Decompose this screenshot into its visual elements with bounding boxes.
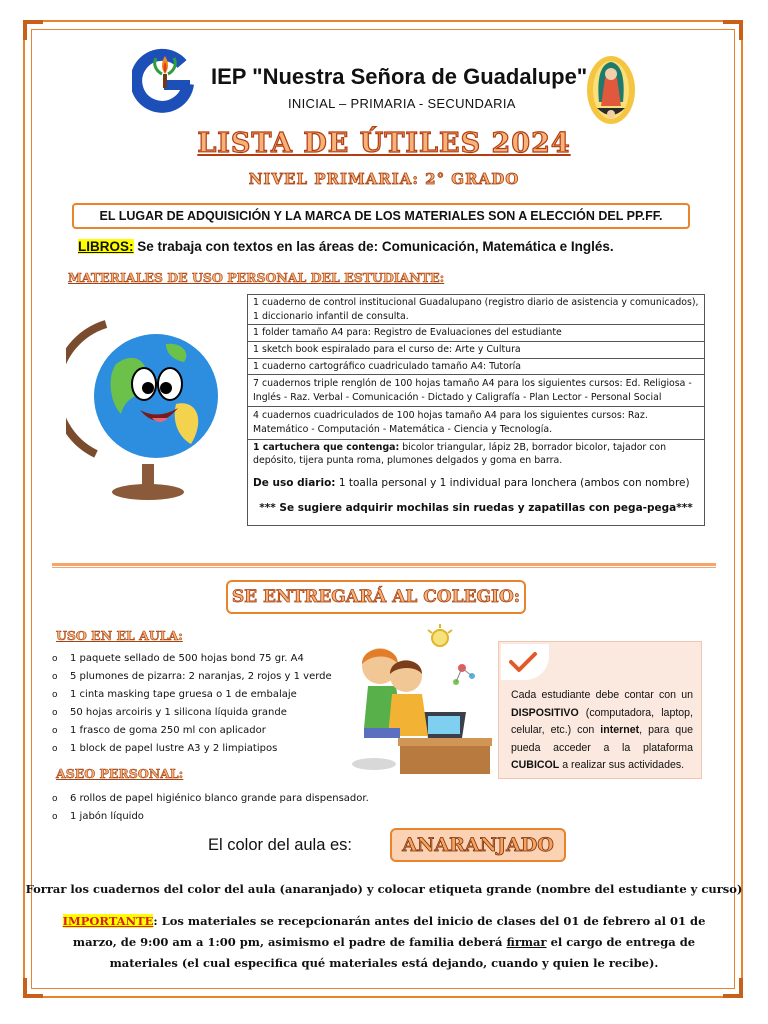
list-item-text: 1 jabón líquido bbox=[70, 811, 144, 822]
info-text-part: , para que pueda acceder a la plataforma bbox=[511, 724, 693, 754]
frame-corner bbox=[723, 20, 743, 40]
bullet-circle-icon: o bbox=[52, 672, 58, 682]
bullet-circle-icon: o bbox=[52, 654, 58, 664]
table-row bbox=[248, 375, 705, 407]
classroom-use-heading: USO EN EL AULA: bbox=[56, 628, 183, 643]
table-row bbox=[248, 341, 705, 358]
classroom-color-label: El color del aula es: bbox=[208, 836, 352, 854]
school-levels: INICIAL – PRIMARIA - SECUNDARIA bbox=[288, 96, 516, 111]
important-text: el cargo de entrega de materiales (el cual especifica qué materiales está dejando, cuando y quien le recibe). bbox=[109, 935, 696, 970]
bullet-circle-icon: o bbox=[52, 690, 58, 700]
list-item-text: 1 block de papel lustre A3 y 2 limpiatipos bbox=[70, 743, 278, 754]
table-row bbox=[248, 407, 705, 439]
info-text-part: (computadora, laptop, celular, etc.) con bbox=[511, 706, 693, 736]
table-cell: 1 sketch book espiralado para el curso de: Arte y Cultura bbox=[248, 341, 705, 358]
daily-use-line bbox=[253, 476, 699, 491]
books-text: Se trabaja con textos en las áreas de: Comunicación, Matemática e Inglés. bbox=[133, 239, 614, 254]
table-row bbox=[248, 325, 705, 342]
school-logo-icon bbox=[132, 48, 198, 118]
hygiene-list bbox=[52, 790, 369, 826]
table-cell: 1 cuaderno de control institucional Guadalupano (registro diario de asistencia y comunicados), 1 diccionario infantil de consulta. bbox=[248, 295, 705, 325]
device-info-text bbox=[511, 687, 693, 775]
list-item-text: 1 paquete sellado de 500 hojas bond 75 gr. A4 bbox=[70, 653, 304, 664]
section-divider bbox=[52, 567, 716, 568]
cover-note: Forrar los cuadernos del color del aula (anaranjado) y colocar etiqueta grande (nombre del estudiante y curso) bbox=[25, 882, 743, 896]
books-line bbox=[78, 239, 614, 254]
children-laptop-image bbox=[344, 624, 494, 774]
notice-box: EL LUGAR DE ADQUISICIÓN Y LA MARCA DE LOS MATERIALES SON A ELECCIÓN DEL PP.FF. bbox=[72, 203, 690, 229]
list-item-text: 1 cinta masking tape gruesa o 1 de embalaje bbox=[70, 689, 297, 700]
info-text-cubicol: CUBICOL bbox=[511, 759, 560, 771]
checkmark-badge bbox=[501, 644, 549, 680]
table-cell: 1 folder tamaño A4 para: Registro de Evaluaciones del estudiante bbox=[248, 325, 705, 342]
important-note bbox=[56, 911, 712, 974]
info-text-part: Cada estudiante debe contar con un bbox=[511, 689, 693, 701]
table-cell: 7 cuadernos triple renglón de 100 hojas tamaño A4 para los siguientes cursos: Ed. Religiosa - Inglés - Raz. Verbal - Comunicación - Dictado y Caligrafía - Plan Lector - Personal Social bbox=[248, 375, 705, 407]
list-item bbox=[52, 668, 332, 686]
table-row bbox=[248, 439, 705, 526]
bullet-circle-icon: o bbox=[52, 794, 58, 804]
bullet-circle-icon: o bbox=[52, 812, 58, 822]
important-label: IMPORTANTE bbox=[62, 914, 154, 928]
list-item-text: 6 rollos de papel higiénico blanco grande para dispensador. bbox=[70, 793, 369, 804]
device-info-box bbox=[498, 641, 702, 779]
info-text-internet: internet bbox=[600, 724, 640, 736]
list-item-text: 5 plumones de pizarra: 2 naranjas, 2 rojos y 1 verde bbox=[70, 671, 332, 682]
daily-use-label: De uso diario: bbox=[253, 476, 336, 489]
grade-subtitle: NIVEL PRIMARIA: 2° GRADO bbox=[248, 170, 520, 188]
section-divider bbox=[52, 563, 716, 566]
checkmark-icon bbox=[501, 644, 549, 680]
list-item bbox=[52, 650, 332, 668]
table-row bbox=[248, 358, 705, 375]
personal-materials-heading: MATERIALES DE USO PERSONAL DEL ESTUDIANTE: bbox=[68, 270, 445, 285]
frame-corner bbox=[23, 978, 43, 998]
frame-corner bbox=[23, 20, 43, 40]
globe-mascot-image bbox=[66, 304, 226, 504]
table-cell: 4 cuadernos cuadriculados de 100 hojas tamaño A4 para los siguientes cursos: Raz. Matemático - Computación - Matemática - Ciencia y Tecnología. bbox=[248, 407, 705, 439]
books-label: LIBROS: bbox=[78, 239, 134, 254]
info-text-part: a realizar sus actividades. bbox=[559, 759, 685, 771]
document-title: LISTA DE ÚTILES 2024 bbox=[197, 128, 571, 159]
list-item bbox=[52, 808, 369, 826]
cartuchera-label: 1 cartuchera que contenga: bbox=[253, 441, 400, 453]
list-item-text: 50 hojas arcoiris y 1 silicona líquida grande bbox=[70, 707, 287, 718]
list-item bbox=[52, 790, 369, 808]
school-name: IEP "Nuestra Señora de Guadalupe" bbox=[211, 64, 588, 89]
classroom-use-list bbox=[52, 650, 332, 758]
daily-use-text: 1 toalla personal y 1 individual para lonchera (ambos con nombre) bbox=[335, 476, 690, 489]
virgin-of-guadalupe-image bbox=[585, 52, 637, 124]
frame-corner bbox=[723, 978, 743, 998]
list-item bbox=[52, 704, 332, 722]
list-item bbox=[52, 722, 332, 740]
list-item-text: 1 frasco de goma 250 ml con aplicador bbox=[70, 725, 266, 736]
important-firmar: firmar bbox=[506, 935, 547, 949]
deliver-heading: SE ENTREGARÁ AL COLEGIO: bbox=[226, 580, 526, 614]
table-row bbox=[248, 295, 705, 325]
personal-materials-table bbox=[247, 294, 705, 526]
list-item bbox=[52, 686, 332, 704]
bullet-circle-icon: o bbox=[52, 726, 58, 736]
hygiene-heading: ASEO PERSONAL: bbox=[56, 766, 184, 781]
table-cell: 1 cuaderno cartográfico cuadriculado tamaño A4: Tutoría bbox=[248, 358, 705, 375]
bullet-circle-icon: o bbox=[52, 744, 58, 754]
bullet-circle-icon: o bbox=[52, 708, 58, 718]
list-item bbox=[52, 740, 332, 758]
info-text-device: DISPOSITIVO bbox=[511, 706, 579, 719]
important-text: : Los materiales se recepcionarán antes del inicio de clases del 01 de febrero al 01 de marzo, de 9:00 am a 1:00 pm, asimismo el padre de familia deberá bbox=[72, 914, 706, 949]
classroom-color-value: ANARANJADO bbox=[390, 828, 566, 862]
cartuchera-text: bicolor triangular, lápiz 2B, borrador bicolor, tajador con depósito, tijera punta roma, plumones delgados y goma en barra. bbox=[253, 441, 667, 467]
table-cell bbox=[248, 439, 705, 526]
suggestion-line: *** Se sugiere adquirir mochilas sin ruedas y zapatillas con pega-pega*** bbox=[259, 502, 693, 515]
